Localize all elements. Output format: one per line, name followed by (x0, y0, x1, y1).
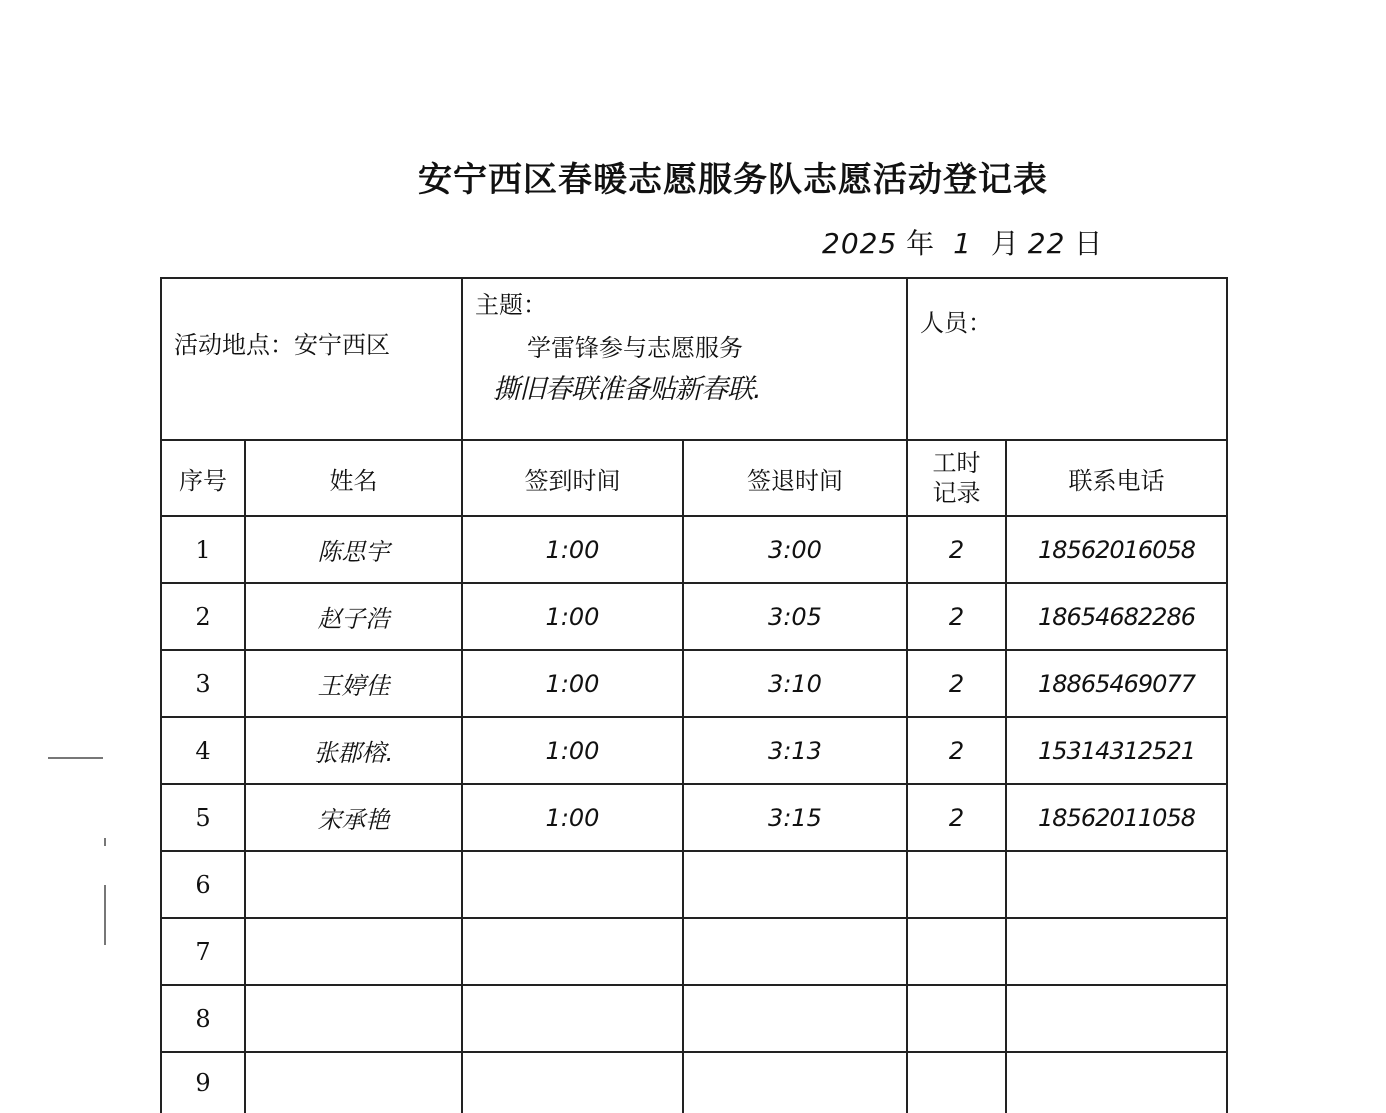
table-row (161, 650, 1227, 717)
col-hours-header-line2: 记录 (932, 479, 981, 507)
row-phone: 18654682286 (1006, 583, 1227, 650)
row-name (245, 985, 462, 1052)
col-signout-header: 签退时间 (683, 440, 907, 516)
row-sign-out (683, 851, 907, 918)
activity-theme-cell (462, 278, 907, 440)
table-row (161, 851, 1227, 918)
col-index-header: 序号 (161, 440, 245, 516)
row-hours (907, 1052, 1006, 1113)
scan-mark (48, 757, 103, 759)
row-sign-out: 3:15 (683, 784, 907, 851)
date-year: 2025 (822, 227, 898, 260)
col-signin-header: 签到时间 (462, 440, 683, 516)
table-row (161, 985, 1227, 1052)
date-month: 1 (953, 227, 972, 260)
row-sign-out: 3:05 (683, 583, 907, 650)
row-index: 1 (161, 516, 245, 583)
row-hours (907, 985, 1006, 1052)
row-name: 宋承艳 (245, 784, 462, 851)
date-day: 22 (1027, 227, 1066, 260)
row-hours: 2 (907, 583, 1006, 650)
row-phone (1006, 918, 1227, 985)
row-name: 赵子浩 (245, 583, 462, 650)
row-index: 3 (161, 650, 245, 717)
row-index: 5 (161, 784, 245, 851)
theme-text: 学雷锋参与志愿服务 (527, 334, 743, 362)
row-sign-out (683, 1052, 907, 1113)
row-sign-in (462, 985, 683, 1052)
form-date (822, 222, 1102, 262)
scan-mark (104, 885, 106, 945)
date-month-suffix: 月 (990, 227, 1019, 260)
form-title: 安宁西区春暖志愿服务队志愿活动登记表 (418, 160, 1048, 200)
row-name: 张郡榕. (245, 717, 462, 784)
row-phone (1006, 985, 1227, 1052)
theme-handwritten: 撕旧春联准备贴新春联. (493, 374, 761, 405)
row-sign-in: 1:00 (462, 784, 683, 851)
row-hours: 2 (907, 516, 1006, 583)
col-hours-header (907, 440, 1006, 516)
col-name-header: 姓名 (245, 440, 462, 516)
row-index: 6 (161, 851, 245, 918)
row-sign-out: 3:10 (683, 650, 907, 717)
row-sign-in: 1:00 (462, 516, 683, 583)
row-index: 7 (161, 918, 245, 985)
row-hours (907, 851, 1006, 918)
row-sign-in: 1:00 (462, 717, 683, 784)
row-index: 4 (161, 717, 245, 784)
row-hours: 2 (907, 650, 1006, 717)
col-phone-header: 联系电话 (1006, 440, 1227, 516)
col-hours-header-line1: 工时 (932, 449, 981, 477)
row-phone: 18865469077 (1006, 650, 1227, 717)
row-hours (907, 918, 1006, 985)
column-header-row (161, 440, 1227, 516)
row-phone: 15314312521 (1006, 717, 1227, 784)
row-index: 8 (161, 985, 245, 1052)
row-phone: 18562011058 (1006, 784, 1227, 851)
row-sign-out: 3:00 (683, 516, 907, 583)
row-sign-in (462, 1052, 683, 1113)
activity-location: 活动地点：安宁西区 (161, 278, 462, 440)
row-sign-out (683, 918, 907, 985)
date-day-suffix: 日 (1074, 227, 1103, 260)
table-row (161, 1052, 1227, 1113)
row-name: 王婷佳 (245, 650, 462, 717)
row-index: 2 (161, 583, 245, 650)
table-row (161, 918, 1227, 985)
table-row (161, 717, 1227, 784)
row-phone: 18562016058 (1006, 516, 1227, 583)
row-sign-out: 3:13 (683, 717, 907, 784)
row-hours: 2 (907, 784, 1006, 851)
date-year-suffix: 年 (906, 227, 935, 260)
staff-label: 人员： (920, 309, 992, 337)
row-name (245, 1052, 462, 1113)
scan-mark (104, 838, 106, 846)
row-sign-in: 1:00 (462, 650, 683, 717)
row-hours: 2 (907, 717, 1006, 784)
table-row (161, 583, 1227, 650)
row-name (245, 851, 462, 918)
row-phone (1006, 1052, 1227, 1113)
row-phone (1006, 851, 1227, 918)
row-index: 9 (161, 1052, 245, 1113)
table-row (161, 784, 1227, 851)
row-name: 陈思宇 (245, 516, 462, 583)
registration-table (160, 277, 1228, 1113)
row-sign-in (462, 851, 683, 918)
staff-cell (907, 278, 1227, 440)
row-name (245, 918, 462, 985)
activity-info-row (161, 278, 1227, 440)
row-sign-in: 1:00 (462, 583, 683, 650)
row-sign-out (683, 985, 907, 1052)
theme-label: 主题： (475, 291, 547, 319)
table-row (161, 516, 1227, 583)
row-sign-in (462, 918, 683, 985)
